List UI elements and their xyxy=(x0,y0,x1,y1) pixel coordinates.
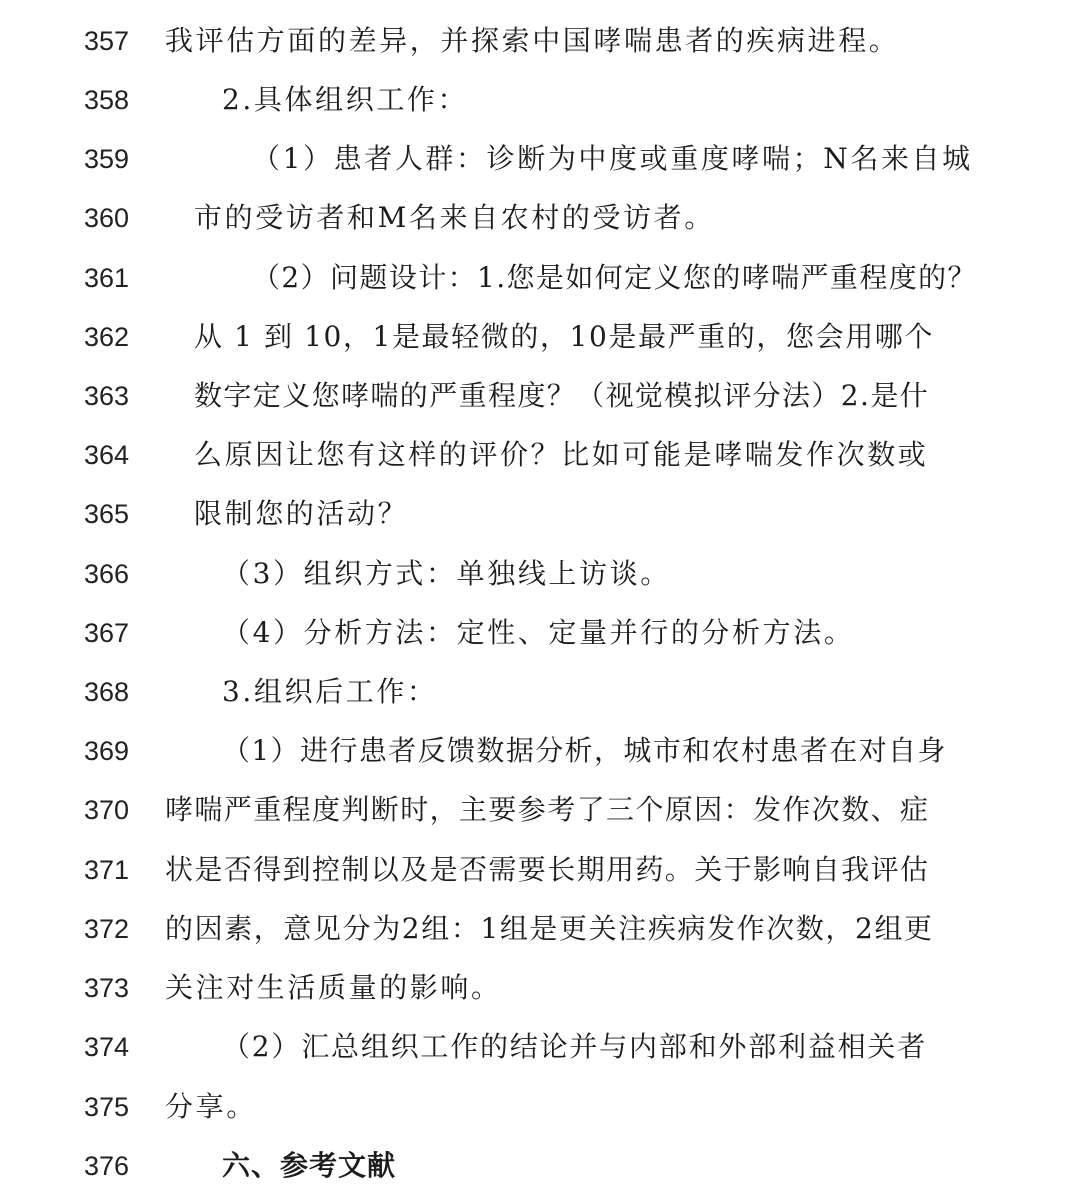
text-line xyxy=(0,731,1080,771)
text-line xyxy=(0,376,1080,416)
text-line xyxy=(0,435,1080,475)
text-line xyxy=(0,494,1080,534)
text-line xyxy=(0,909,1080,949)
line-text: 2.具体组织工作： xyxy=(222,83,469,116)
line-number: 361 xyxy=(84,263,130,293)
line-text: 么原因让您有这样的评价？比如可能是哮喘发作次数或 xyxy=(194,438,929,471)
text-line xyxy=(0,80,1080,120)
line-number: 359 xyxy=(84,144,130,174)
line-number: 360 xyxy=(84,203,130,233)
line-text: 我评估方面的差异，并探索中国哮喘患者的疾病进程。 xyxy=(165,24,900,57)
line-number: 373 xyxy=(84,973,130,1003)
text-line xyxy=(0,1027,1080,1067)
line-number: 376 xyxy=(84,1151,130,1181)
line-number: 375 xyxy=(84,1092,130,1122)
text-line xyxy=(0,968,1080,1008)
text-line xyxy=(0,1087,1080,1127)
line-text: （2）汇总组织工作的结论并与内部和外部利益相关者 xyxy=(222,1030,928,1063)
line-number: 363 xyxy=(84,381,130,411)
line-number: 362 xyxy=(84,322,130,352)
line-text: 分享。 xyxy=(165,1090,257,1123)
line-number: 370 xyxy=(84,795,130,825)
line-number: 372 xyxy=(84,914,130,944)
text-line xyxy=(0,258,1080,298)
text-line xyxy=(0,672,1080,712)
line-text: 限制您的活动？ xyxy=(194,497,409,530)
line-text: 的因素，意见分为2组：1组是更关注疾病发作次数，2组更 xyxy=(165,912,934,945)
text-line xyxy=(0,139,1080,179)
line-text: （3）组织方式：单独线上访谈。 xyxy=(222,557,671,590)
line-number: 364 xyxy=(84,440,130,470)
line-number: 357 xyxy=(84,26,130,56)
line-text: 市的受访者和M名来自农村的受访者。 xyxy=(194,201,715,234)
line-text: 从 1 到 10，1是最轻微的，10是最严重的，您会用哪个 xyxy=(194,320,934,353)
line-text: 3.组织后工作： xyxy=(222,675,438,708)
line-text: 哮喘严重程度判断时，主要参考了三个原因：发作次数、症 xyxy=(165,793,930,826)
line-number: 365 xyxy=(84,499,130,529)
line-text: （4）分析方法：定性、定量并行的分析方法。 xyxy=(222,616,855,649)
text-line xyxy=(0,317,1080,357)
line-text: （1）患者人群：诊断为中度或重度哮喘；N名来自城 xyxy=(252,142,973,175)
text-line xyxy=(0,198,1080,238)
line-number: 374 xyxy=(84,1032,130,1062)
line-number: 369 xyxy=(84,736,130,766)
line-number: 366 xyxy=(84,559,130,589)
text-line xyxy=(0,790,1080,830)
line-text: 关注对生活质量的影响。 xyxy=(165,971,502,1004)
text-line xyxy=(0,613,1080,653)
section-heading: 六、参考文献 xyxy=(222,1149,397,1182)
line-text: 数字定义您哮喘的严重程度？（视觉模拟评分法）2.是什 xyxy=(194,379,930,412)
line-text: （2）问题设计：1.您是如何定义您的哮喘严重程度的？ xyxy=(252,261,977,294)
line-number: 367 xyxy=(84,618,130,648)
line-number: 368 xyxy=(84,677,130,707)
line-text: （1）进行患者反馈数据分析，城市和农村患者在对自身 xyxy=(222,734,947,767)
text-line xyxy=(0,554,1080,594)
text-line xyxy=(0,21,1080,61)
text-line xyxy=(0,850,1080,890)
line-number: 358 xyxy=(84,85,130,115)
line-text: 状是否得到控制以及是否需要长期用药。关于影响自我评估 xyxy=(165,853,930,886)
line-number: 371 xyxy=(84,855,130,885)
section-heading-line xyxy=(0,1146,1080,1186)
